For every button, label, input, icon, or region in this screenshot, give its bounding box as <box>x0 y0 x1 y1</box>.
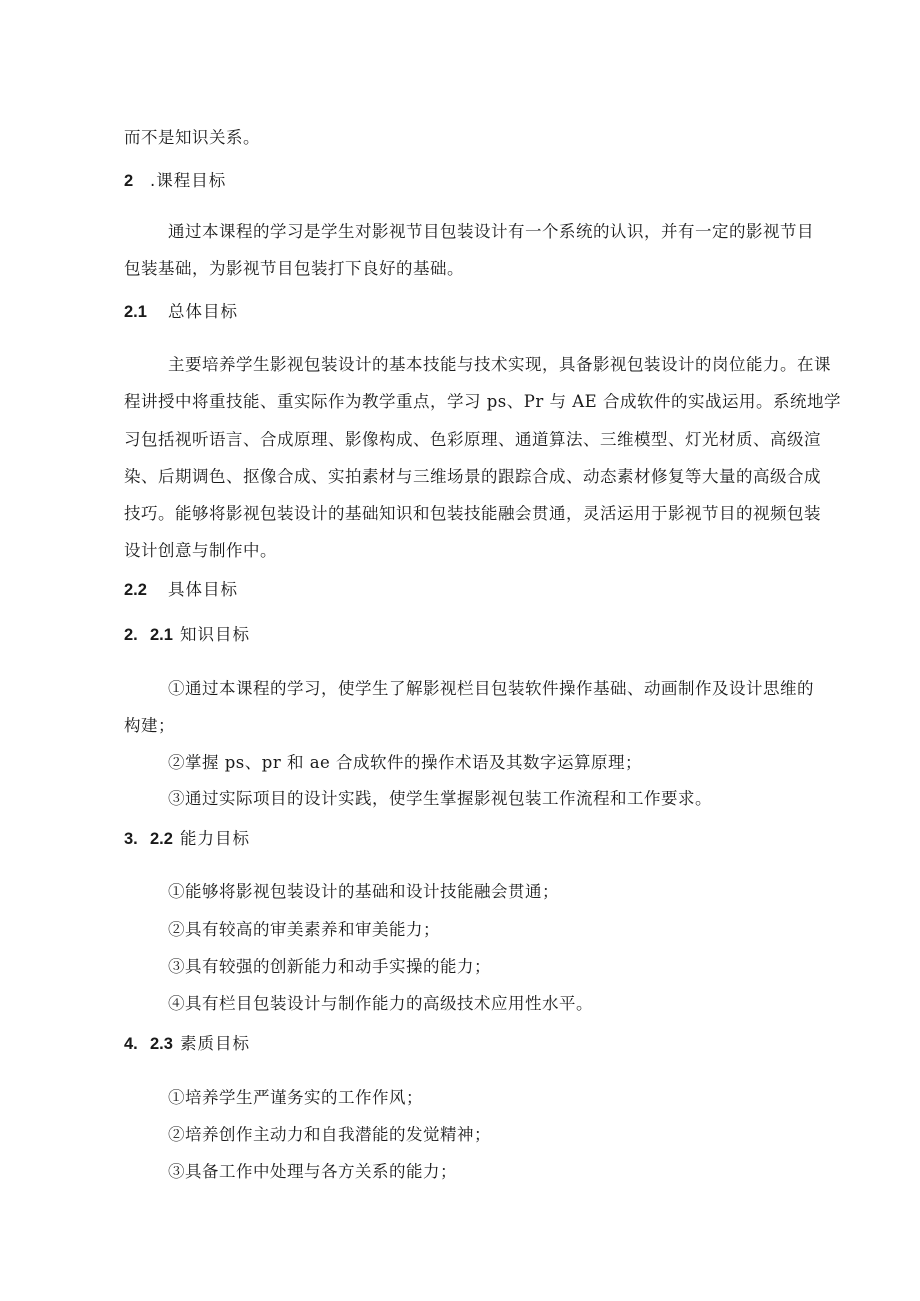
section-2-2-1-heading <box>124 625 250 645</box>
paragraph-line: 设计创意与制作中。 <box>124 541 277 560</box>
paragraph-line: 技巧。能够将影视包装设计的基础知识和包装技能融会贯通，灵活运用于影视节目的视频包装 <box>124 504 821 523</box>
paragraph-line: ②掌握 ps、pr 和 ae 合成软件的操作术语及其数字运算原理； <box>168 753 643 772</box>
section-2-1-heading <box>124 302 238 322</box>
paragraph-line: 包装基础，为影视节目包装打下良好的基础。 <box>124 259 464 278</box>
section-2-heading <box>124 171 226 191</box>
list-number: 4. <box>124 1035 138 1053</box>
paragraph-line: 主要培养学生影视包装设计的基本技能与技术实现，具备影视包装设计的岗位能力。在课 <box>168 355 831 374</box>
section-title: 能力目标 <box>180 829 250 848</box>
list-number: 3. <box>124 830 138 848</box>
paragraph-line: 通过本课程的学习是学生对影视节目包装设计有一个系统的认识，并有一定的影视节目 <box>168 222 814 241</box>
section-number: 2.1 <box>150 626 173 644</box>
paragraph-line: ①能够将影视包装设计的基础和设计技能融会贯通； <box>168 882 559 901</box>
section-title: 总体目标 <box>168 302 238 321</box>
paragraph-line: 程讲授中将重技能、重实际作为教学重点，学习 ps、Pr 与 AE 合成软件的实战运用。系统地学 <box>124 392 841 411</box>
section-2-2-2-heading <box>124 829 250 849</box>
section-title: .课程目标 <box>150 171 227 190</box>
section-title: 知识目标 <box>180 625 250 644</box>
paragraph-line: ①培养学生严谨务实的工作作风； <box>168 1088 423 1107</box>
paragraph-line: ③具备工作中处理与各方关系的能力； <box>168 1162 457 1181</box>
paragraph-line: ④具有栏目包装设计与制作能力的高级技术应用性水平。 <box>168 994 593 1013</box>
paragraph-line: 构建； <box>124 716 175 735</box>
section-title: 素质目标 <box>180 1034 250 1053</box>
paragraph-line: ①通过本课程的学习，使学生了解影视栏目包装软件操作基础、动画制作及设计思维的 <box>168 679 814 698</box>
section-number: 2.2 <box>124 581 147 599</box>
paragraph-line: ③通过实际项目的设计实践，使学生掌握影视包装工作流程和工作要求。 <box>168 789 712 808</box>
paragraph-line: ②培养创作主动力和自我潜能的发觉精神； <box>168 1125 491 1144</box>
paragraph-line: 习包括视听语言、合成原理、影像构成、色彩原理、通道算法、三维模型、灯光材质、高级渲 <box>124 430 821 449</box>
list-number: 2. <box>124 626 138 644</box>
section-number: 2.3 <box>150 1035 173 1053</box>
section-2-2-heading <box>124 580 238 600</box>
paragraph-line: 染、后期调色、抠像合成、实拍素材与三维场景的跟踪合成、动态素材修复等大量的高级合成 <box>124 467 821 486</box>
paragraph-line: ②具有较高的审美素养和审美能力； <box>168 920 440 939</box>
section-number: 2.2 <box>150 830 173 848</box>
intro-tail-text: 而不是知识关系。 <box>124 128 260 147</box>
section-number: 2.1 <box>124 303 147 321</box>
paragraph-line: ③具有较强的创新能力和动手实操的能力； <box>168 957 491 976</box>
section-number: 2 <box>124 172 134 190</box>
section-title: 具体目标 <box>168 580 238 599</box>
section-2-2-3-heading <box>124 1034 250 1054</box>
